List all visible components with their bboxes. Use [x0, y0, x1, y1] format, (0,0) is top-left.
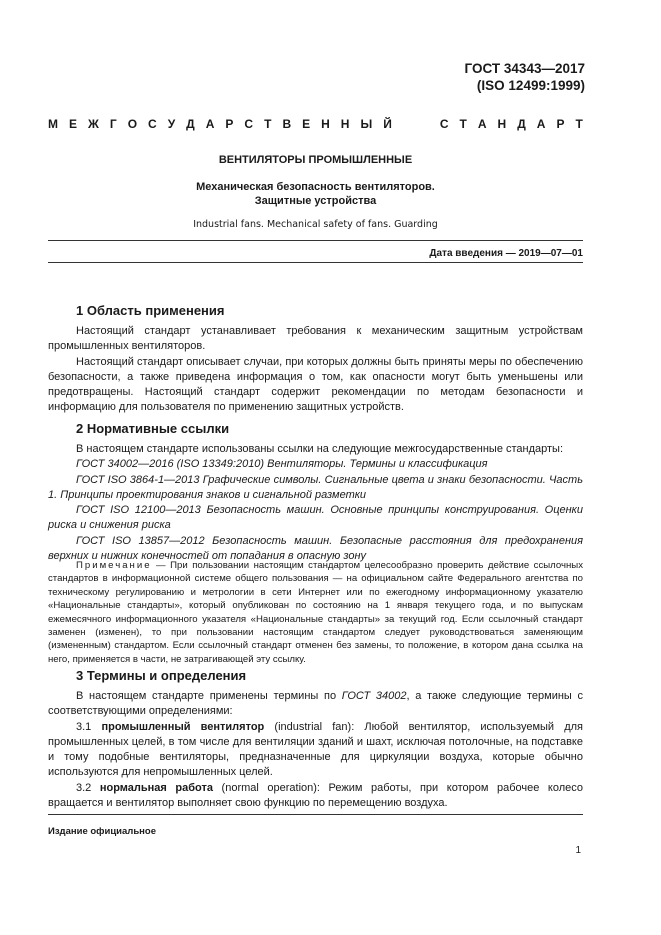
term-definition: 3.2 нормальная работа (normal operation): Режим работы, при котором рабочее колесо вращается и вентилятор выполняет свою функцию по перемещению воздуха. [48, 781, 583, 810]
banner-letter: Д [186, 117, 195, 131]
banner-letter: Т [264, 117, 272, 131]
banner-letter: Ы [360, 117, 373, 131]
paragraph: В настоящем стандарте применены термины по ГОСТ 34002, а также следующие термины с соответствующими определениями: [48, 690, 584, 718]
divider-top [48, 240, 583, 241]
banner-letter: О [127, 117, 138, 131]
section-1-heading: 1 Область применения [76, 303, 225, 318]
banner-letter: А [477, 117, 487, 131]
banner-letter: М [48, 117, 58, 131]
subtitle-line-2: Защитные устройства [254, 195, 377, 207]
banner-letter: Д [517, 117, 526, 131]
divider-bottom [48, 262, 583, 263]
banner-letter: Т [575, 117, 583, 131]
iso-code: (ISO 12499:1999) [476, 78, 585, 93]
banner-letter: Ж [88, 117, 99, 131]
footer-divider [48, 814, 583, 815]
note-label: Примечание [76, 560, 152, 571]
banner-letter: В [282, 117, 292, 131]
term: нормальная работа [99, 781, 213, 794]
section-3-body [48, 689, 583, 811]
reference-item: ГОСТ 34002—2016 (ISO 13349:2010) Вентиляторы. Термины и классификация [76, 458, 488, 471]
document-subtitle [48, 180, 583, 208]
banner-letter: Г [109, 117, 117, 131]
note-text: — При пользовании настоящим стандартом целесообразно проверить действие ссылочных стандартов в информационной системе общего пользования — на официальном сайте Федерального агентства по техническому регулированию и метрологии в сети Интернет или по ежегодному информационному указателю «Национальные стандарты», который опубликован по состоянию на 1 января текущего года, и по выпускам ежемесячного информационного указателя «Национальные стандарты» за текущий год. Если ссылочный стандарт заменен (изменен), то при пользовании настоящим стандартом следует руководствоваться заменяющим (измененным) стандартом. Если ссылочный стандарт отменен без замены, то положение, в котором дана ссылка на него, применяется в части, не затрагивающей эту ссылку. [48, 560, 583, 665]
banner-letter: С [148, 117, 157, 131]
paragraph: В настоящем стандарте использованы ссылки на следующие межгосударственные стандарты: [76, 443, 564, 455]
banner-letter: Е [302, 117, 311, 131]
subtitle-line-1: Механическая безопасность вентиляторов. [196, 181, 435, 193]
term: промышленный вентилятор [101, 720, 265, 733]
page-number: 1 [575, 845, 581, 856]
banner-letter: У [167, 117, 176, 131]
paragraph: Настоящий стандарт устанавливает требования к механическим защитным устройствам промышленных вентиляторов. [48, 325, 583, 353]
section-2-heading: 2 Нормативные ссылки [76, 421, 230, 436]
reference-item: ГОСТ ISO 12100—2013 Безопасность машин. Основные принципы конструирования. Оценки риска и снижения риска [48, 504, 583, 532]
reference-item: ГОСТ ISO 3864-1—2013 Графические символы. Сигнальные цвета и знаки безопасности. Часть 1. Принципы проектирования знаков и сигнальной разметки [48, 473, 583, 501]
reference-item: ГОСТ ISO 13857—2012 Безопасность машин. Безопасные расстояния для предохранения верхних и нижних конечностей от попадания в опасную зону [48, 534, 583, 563]
banner-letter: Т [459, 117, 467, 131]
banner-letter: С [244, 117, 254, 131]
english-title: Industrial fans. Mechanical safety of fans. Guarding [193, 219, 438, 230]
edition-label: Издание официальное [48, 826, 156, 837]
banner-letter: С [439, 117, 449, 131]
section-2-body [48, 442, 583, 564]
document-title: ВЕНТИЛЯТОРЫ ПРОМЫШЛЕННЫЕ [218, 154, 413, 166]
banner-letter: Н [321, 117, 330, 131]
banner-letter: Й [383, 117, 392, 131]
section-3-heading: 3 Термины и определения [76, 668, 247, 683]
banner-letter: А [205, 117, 215, 131]
banner-letter: Р [225, 117, 234, 131]
paragraph: Настоящий стандарт описывает случаи, при которых должны быть приняты меры по обеспечению безопасности, а также приведена информация о том, как опасности могут быть уменьшены или предотвращены. Настоящий стандарт содержит рекомендации по методам безопасности и информацию для пользователя по применению защитных устройств. [48, 355, 583, 414]
standard-type-banner [48, 117, 583, 131]
section-1-body [48, 324, 583, 416]
term-definition: 3.1 промышленный вентилятор (industrial fan): Любой вентилятор, используемый для промышленных целей, в том числе для вентиляции зданий и шахт, исключая потолочные, на подставке и тому подобные вентиляторы, предназначенные для циркуляции воздуха, которые обычно используются для непромышленных целей. [48, 720, 584, 779]
banner-letter: Е [69, 117, 78, 131]
banner-letter: Н [340, 117, 350, 131]
banner-letter: Р [556, 117, 565, 131]
reference-link: ГОСТ 34002 [341, 690, 407, 702]
standard-code: ГОСТ 34343—2017 [464, 61, 585, 76]
banner-letter: А [536, 117, 546, 131]
banner-gap [403, 117, 429, 131]
effective-date: Дата введения — 2019—07—01 [429, 248, 583, 259]
note-block [48, 559, 583, 666]
banner-letter: Н [497, 117, 507, 131]
